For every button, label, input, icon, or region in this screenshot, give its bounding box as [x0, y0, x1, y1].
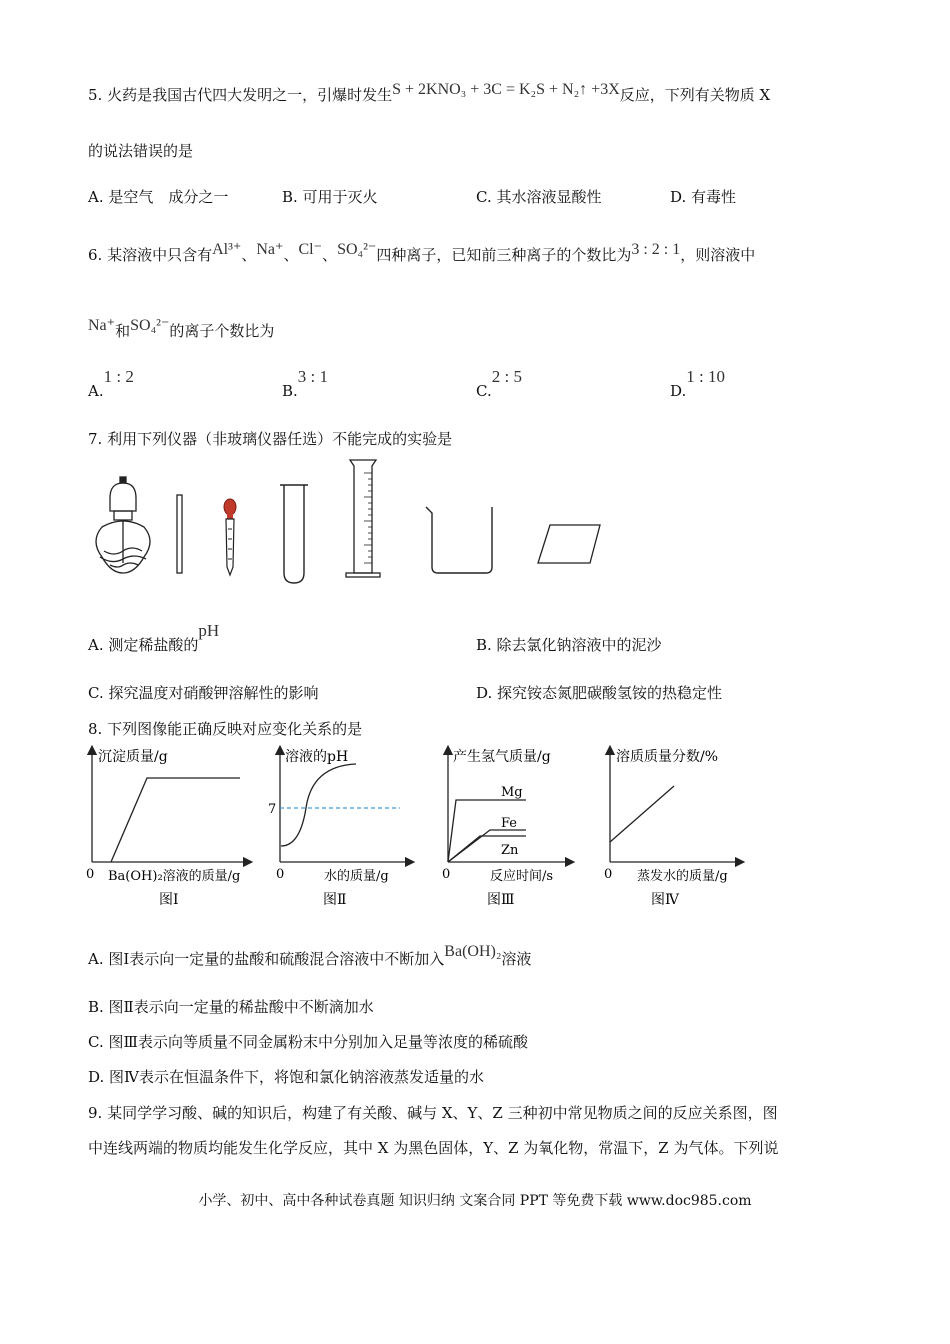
- q5-line1: [88, 81, 771, 105]
- q6-stem-prefix: 6. 某溶液中只含有: [88, 246, 213, 264]
- q6-ratio: 3 : 2 : 1: [631, 241, 681, 258]
- graph-1-origin: 0: [86, 867, 95, 882]
- graduated-cylinder-icon: [346, 460, 380, 577]
- graph-3-label-fe: Fe: [501, 816, 518, 831]
- beaker-icon: [426, 507, 492, 573]
- q8-option-d: D. 图Ⅳ表示在恒温条件下，将饱和氯化钠溶液蒸发适量的水: [88, 1068, 485, 1086]
- graph-1-ylabel: 沉淀质量/g: [98, 749, 168, 765]
- option-suffix: 溶液: [501, 950, 532, 968]
- q7-option-a: [88, 621, 220, 655]
- option-value: 1 : 10: [686, 367, 725, 386]
- q8-option-a: [88, 943, 532, 969]
- q8-graphs-figure: [80, 742, 780, 914]
- graph-1: [92, 750, 248, 862]
- q9-line1: 9. 某同学学习酸、碱的知识后，构建了有关酸、碱与 X、Y、Z 三种初中常见物质之间的反应关系图，图: [88, 1104, 778, 1122]
- q6-stem-suffix: ，则溶液中: [680, 246, 756, 264]
- graph-2-xlabel: 水的质量/g: [324, 869, 389, 884]
- q8-option-c: C. 图Ⅲ表示向等质量不同金属粉末中分别加入足量等浓度的稀硫酸: [88, 1033, 528, 1051]
- q5-option-b: B. 可用于灭火: [282, 188, 378, 206]
- page-footer: 小学、初中、高中各种试卷真题 知识归纳 文案合同 PPT 等免费下载 www.doc985.com: [198, 1193, 752, 1209]
- alcohol-lamp-icon: [96, 477, 150, 573]
- option-label: D.: [670, 382, 687, 400]
- graph-1-caption: 图Ⅰ: [159, 892, 179, 908]
- ion-cl: Cl⁻: [298, 241, 323, 258]
- graph-4-origin: 0: [604, 867, 613, 882]
- q5-stem-suffix: 反应，下列有关物质 X: [619, 86, 771, 104]
- q6-stem-middle: 四种离子，已知前三种离子的个数比为: [376, 246, 632, 264]
- q5-option-c: C. 其水溶液显酸性: [476, 188, 602, 206]
- graph-2-origin: 0: [276, 867, 285, 882]
- graph-3-ylabel: 产生氢气质量/g: [453, 749, 551, 765]
- formula: Ba(OH)₂: [444, 943, 502, 960]
- graph-1-curve: [111, 778, 240, 862]
- graph-2: [280, 750, 410, 862]
- option-label: B.: [282, 382, 298, 400]
- q8-stem: 8. 下列图像能正确反映对应变化关系的是: [88, 720, 363, 738]
- lab-apparatus-figure: [80, 455, 620, 590]
- q5-line2: 的说法错误的是: [88, 142, 194, 160]
- graph-4-caption: 图Ⅳ: [651, 892, 679, 908]
- graph-4: [610, 750, 740, 862]
- graph-4-xlabel: 蒸发水的质量/g: [637, 869, 728, 884]
- q7-option-b: B. 除去氯化钠溶液中的泥沙: [476, 636, 662, 654]
- graph-3-label-mg: Mg: [501, 785, 523, 800]
- option-text: A. 测定稀盐酸的: [88, 636, 199, 654]
- graph-3-label-zn: Zn: [501, 843, 519, 858]
- q5-stem-prefix: 5. 火药是我国古代四大发明之一，引爆时发生: [88, 86, 393, 104]
- option-label: A.: [88, 382, 104, 400]
- separator: 、: [322, 246, 338, 264]
- ion-so4: SO₄²⁻: [130, 317, 170, 334]
- graph-4-curve: [610, 786, 674, 842]
- q6-option-b: [282, 367, 329, 401]
- graph-2-curve: [281, 764, 356, 846]
- q6-line2: [88, 317, 275, 341]
- q6-option-c: [476, 367, 522, 401]
- q9-line2: 中连线两端的物质均能发生化学反应，其中 X 为黑色固体，Y、Z 为氧化物，常温下，Z 为气体。下列说: [88, 1139, 779, 1157]
- q7-option-d: D. 探究铵态氮肥碳酸氢铵的热稳定性: [476, 684, 723, 702]
- ion-na: Na⁺: [88, 317, 116, 334]
- q8-option-b: B. 图Ⅱ表示向一定量的稀盐酸中不断滴加水: [88, 998, 374, 1016]
- graph-2-caption: 图Ⅱ: [323, 892, 347, 908]
- q7-option-c: C. 探究温度对硝酸钾溶解性的影响: [88, 684, 319, 702]
- q5-option-d: D. 有毒性: [670, 188, 737, 206]
- graph-2-tick-7: 7: [268, 802, 277, 817]
- graph-3-xlabel: 反应时间/s: [490, 869, 554, 884]
- q6-line1: [88, 241, 756, 265]
- conjunction: 和: [115, 322, 131, 340]
- glass-rod-icon: [177, 495, 182, 573]
- dropper-icon: [224, 499, 236, 575]
- ion-so4: SO₄²⁻: [337, 241, 377, 258]
- separator: 、: [241, 246, 257, 264]
- option-value: 2 : 5: [491, 367, 522, 386]
- dropper-bulb: [224, 499, 236, 515]
- q6-option-d: [670, 367, 725, 401]
- option-label: C.: [476, 382, 492, 400]
- graph-3-caption: 图Ⅲ: [487, 892, 515, 908]
- option-text: A. 图Ⅰ表示向一定量的盐酸和硫酸混合溶液中不断加入: [88, 950, 445, 968]
- q6-option-a: [88, 367, 134, 401]
- option-value: 3 : 1: [297, 367, 329, 386]
- graph-4-ylabel: 溶质质量分数/%: [616, 749, 719, 765]
- ion-na: Na⁺: [256, 241, 284, 258]
- q5-option-a: A. 是空气 成分之一: [88, 188, 229, 206]
- q6-stem-suffix: 的离子个数比为: [169, 322, 275, 340]
- glass-slide-icon: [538, 525, 600, 563]
- graph-2-ylabel: 溶液的pH: [285, 749, 349, 765]
- graph-3-origin: 0: [442, 867, 451, 882]
- test-tube-icon: [284, 485, 304, 583]
- option-value: 1 : 2: [103, 367, 134, 386]
- separator: 、: [283, 246, 299, 264]
- graph-1-xlabel: Ba(OH)₂溶液的质量/g: [108, 869, 241, 884]
- ph-symbol: pH: [198, 621, 220, 640]
- q7-stem: 7. 利用下列仪器（非玻璃仪器任选）不能完成的实验是: [88, 430, 453, 448]
- ion-al: Al³⁺: [212, 241, 242, 258]
- q5-equation: S + 2KNO₃ + 3C = K₂S + N₂↑ +3X: [392, 81, 620, 98]
